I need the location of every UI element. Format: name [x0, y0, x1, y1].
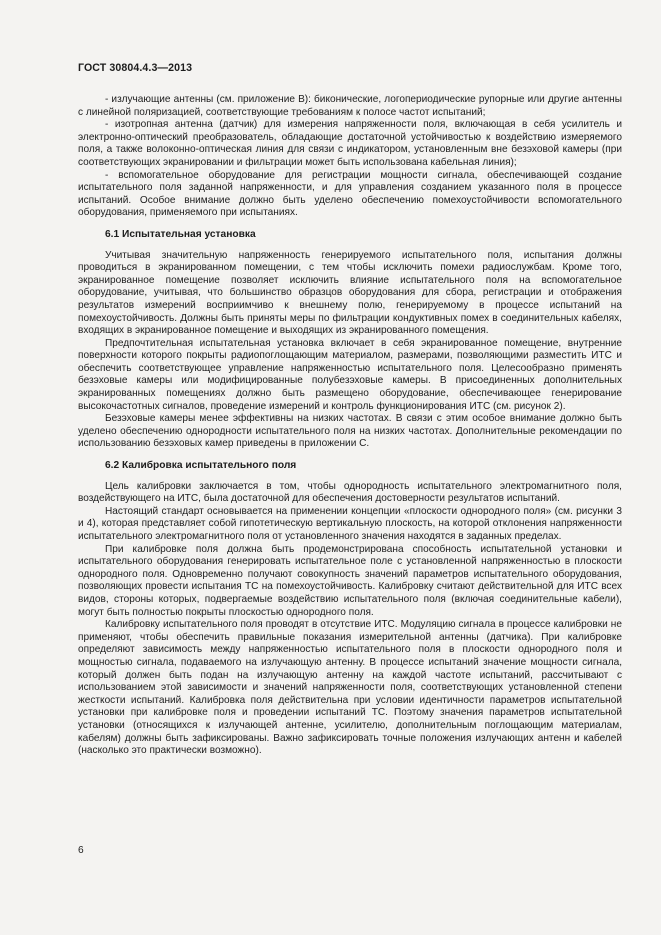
paragraph: При калибровке поля должна быть продемонстрирована способность испытательной установки и испытательного оборудования генерировать испытательное поле с установленной напряженностью в плоскости однородного поля. Одновременно получают совокупность значений параметров испытательного оборудования, позволяющих провести испытания ТС на помехоустойчивость. Калибровку считают действительной для ИТС всех видов, стороны которых, подвергаемые воздействию испытательного поля (включая соединительные кабели), могут быть полностью покрыты плоскостью однородного поля.	[78, 543, 622, 618]
list-item-auxiliary-equipment: - вспомогательное оборудование для регистрации мощности сигнала, обеспечивающей создание испытательного поля заданной напряженности, и для управления созданием указанного поля в процессе испытаний. Особое внимание должно быть уделено обеспечению помехоустойчивости вспомогательного оборудования, применяемого при испытаниях.	[78, 169, 622, 219]
paragraph: Безэховые камеры менее эффективны на низких частотах. В связи с этим особое внимание должно быть уделено обеспечению однородности испытательного поля на низких частотах. Дополнительные рекомендации по использованию безэховых камер приведены в приложении С.	[78, 413, 622, 450]
paragraph: Цель калибровки заключается в том, чтобы однородность испытательного электромагнитного поля, воздействующего на ИТС, была достаточной для обеспечения достоверности результатов испытаний.	[78, 480, 622, 505]
paragraph: Калибровку испытательного поля проводят в отсутствие ИТС. Модуляцию сигнала в процессе калибровки не применяют, чтобы обеспечить правильные показания измерительной антенны (датчика). При калибровке определяют зависимость между напряженностью испытательного поля в плоскости однородного поля и мощностью сигнала, подаваемого на излучающую антенну. В процессе испытаний значение мощности сигнала, который должен быть подан на излучающую антенну на каждой частоте испытаний, рассчитывают с использованием этой зависимости и значений напряженности поля, соответствующих установленной степени жесткости испытаний. Калибровка поля действительна при условии идентичности параметров испытательной установки при калибровке поля и проведении испытаний ТС. Поэтому значения параметров испытательной установки (относящихся к излучающей антенне, усилителю, дополнительным поглощающим материалам, кабелям) должны быть зафиксированы. Важно зафиксировать точные положения излучающих антенн и кабелей (насколько это практически возможно).	[78, 619, 622, 757]
page-header: ГОСТ 30804.4.3—2013	[78, 62, 193, 74]
page-number: 6	[78, 845, 84, 856]
section-heading-field-calibration: 6.2 Калибровка испытательного поля	[105, 460, 297, 472]
paragraph: Настоящий стандарт основывается на применении концепции «плоскости однородного поля» (см. рисунки 3 и 4), которая представляет собой гипотетическую вертикальную плоскость, на которой отклонения напряженности испытательного электромагнитного поля от установленного значения находятся в заданных пределах.	[78, 505, 622, 542]
page-content	[78, 94, 622, 758]
paragraph: Учитывая значительную напряженность генерируемого испытательного поля, испытания должны проводиться в экранированном помещении, с тем чтобы исключить помехи радиослужбам. Кроме того, экранированное помещение позволяет исключить влияние испытательного поля на вспомогательное оборудование, учитывая, что большинство образцов оборудования для сбора, регистрации и отображения результатов измерений восприимчиво к внешнему полю, генерируемому в процессе испытаний на помехоустойчивость. Должны быть приняты меры по фильтрации кондуктивных помех в соединительных кабелях, входящих в экранированное помещение и выходящих из экранированного помещения.	[78, 249, 622, 337]
list-item-radiating-antennas: - излучающие антенны (см. приложение В): биконические, логопериодические рупорные или другие антенны с линейной поляризацией, соответствующие требованиям к полосе частот испытаний;	[78, 94, 622, 118]
section-heading-test-setup: 6.1 Испытательная установка	[105, 228, 256, 240]
list-item-isotropic-antenna: - изотропная антенна (датчик) для измерения напряженности поля, включающая в себя усилитель и электронно-оптический преобразователь, обладающие достаточной устойчивостью к воздействию измеряемого поля, а также волоконно-оптическая линия для связи с индикатором, установленным вне безэховой камеры (при соответствующих экранировании и фильтрации может быть использована кабельная линия);	[78, 119, 622, 168]
paragraph: Предпочтительная испытательная установка включает в себя экранированное помещение, внутренние поверхности которого покрыты радиопоглощающим материалом, размерами, позволяющими разместить ИТС и обеспечить соответствующее управление напряженностью испытательного поля. Целесообразно применять безэховые камеры или модифицированные полубезэховые камеры. В присоединенных дополнительных экранированных помещениях должно быть размещено оборудование, обеспечивающее генерирование высокочастотных сигналов, проведение измерений и контроль функционирования ИТС (см. рисунок 2).	[78, 337, 622, 412]
